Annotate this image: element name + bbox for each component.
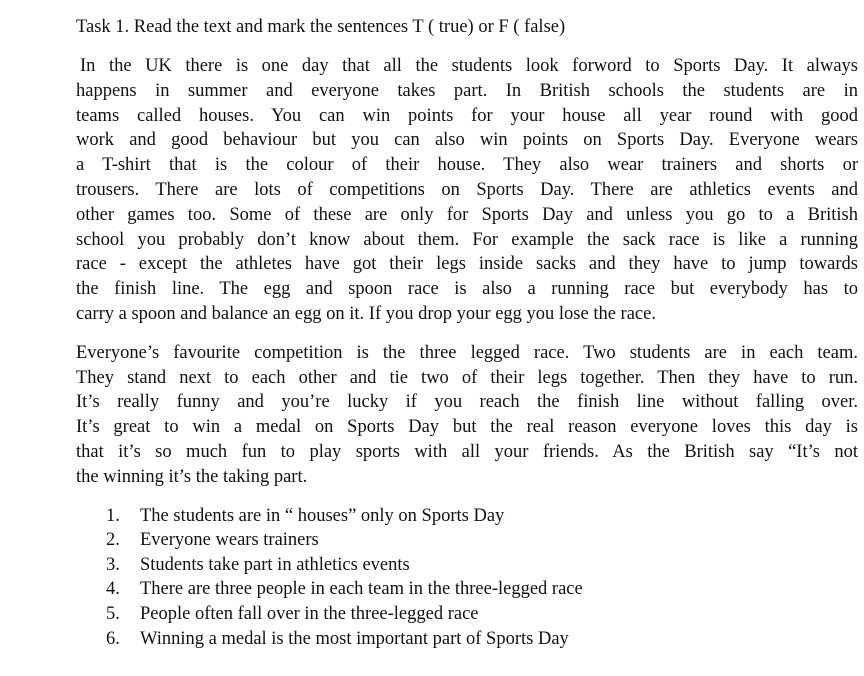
text-line: Everyone’s favourite competition is the three legged race. Two students are in each team. — [76, 342, 858, 363]
statement-text: Students take part in athletics events — [140, 554, 410, 575]
statement-text: There are three people in each team in the three-legged race — [140, 579, 583, 600]
statement-item — [106, 528, 858, 553]
statement-item — [106, 602, 858, 627]
text-line: happens in summer and everyone takes part. In British schools the students are in — [76, 80, 858, 101]
statement-number: 4. — [106, 579, 120, 600]
statement-number: 3. — [106, 554, 120, 575]
worksheet-page — [76, 14, 858, 651]
text-line: race - except the athletes have got their legs inside sacks and they have to jump towards — [76, 254, 858, 275]
statement-number: 6. — [106, 628, 120, 649]
text-line: trousers. There are lots of competitions on Sports Day. There are athletics events and — [76, 179, 858, 200]
text-line: school you probably don’t know about them. For example the sack race is like a running — [76, 229, 858, 250]
text-line: carry a spoon and balance an egg on it. If you drop your egg you lose the race. — [76, 303, 656, 324]
text-line: It’s great to win a medal on Sports Day but the real reason everyone loves this day is — [76, 417, 858, 438]
text-line: other games too. Some of these are only for Sports Day and unless you go to a British — [76, 204, 858, 225]
text-line: the winning it’s the taking part. — [76, 466, 308, 487]
text-line: In the UK there is one day that all the students look forword to Sports Day. It always — [80, 56, 858, 76]
statement-number: 2. — [106, 530, 120, 551]
task-title: Task 1. Read the text and mark the sentences T ( true) or F ( false) — [76, 17, 566, 37]
statement-text: The students are in “ houses” only on Sports Day — [140, 505, 505, 526]
statement-item — [106, 553, 858, 578]
statement-item — [106, 627, 858, 652]
statement-item — [106, 577, 858, 602]
statement-number: 1. — [106, 505, 120, 526]
statement-item — [106, 504, 858, 529]
statement-text: Winning a medal is the most important part of Sports Day — [140, 628, 569, 649]
text-line: the finish line. The egg and spoon race is also a running race but everybody has to — [76, 279, 858, 300]
text-line: It’s really funny and you’re lucky if you reach the finish line without falling over. — [76, 392, 858, 413]
text-line: a T-shirt that is the colour of their house. They also wear trainers and shorts or — [76, 155, 858, 176]
text-line: teams called houses. You can win points for your house all year round with good — [76, 105, 858, 126]
statement-text: People often fall over in the three-legged race — [140, 603, 479, 624]
statement-text: Everyone wears trainers — [140, 530, 319, 551]
text-line: work and good behaviour but you can also win points on Sports Day. Everyone wears — [76, 130, 858, 151]
true-false-statements — [76, 504, 858, 652]
reading-paragraph-2 — [76, 341, 858, 490]
statement-number: 5. — [106, 603, 120, 624]
text-line: that it’s so much fun to play sports with all your friends. As the British say “It’s not — [76, 441, 858, 462]
reading-paragraph-1 — [76, 54, 858, 327]
text-line: They stand next to each other and tie two of their legs together. Then they have to run. — [76, 367, 858, 388]
